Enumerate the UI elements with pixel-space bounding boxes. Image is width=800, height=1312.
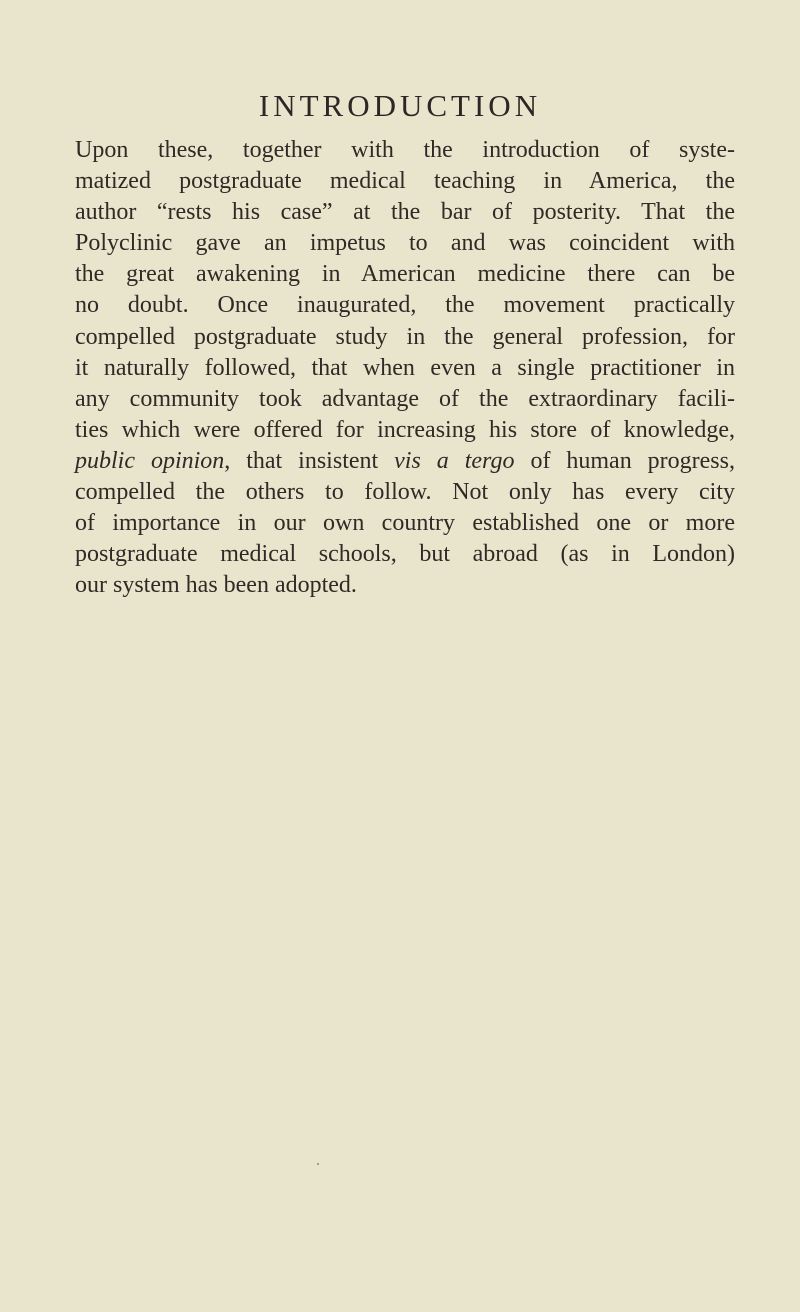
- paragraph-line: [75, 353, 735, 384]
- text-run: , that insistent: [224, 447, 395, 474]
- paragraph-line: [75, 539, 735, 570]
- paragraph-line: [75, 135, 735, 166]
- text-run: compelled the others to follow. Not only has every city: [75, 479, 735, 506]
- text-run: of human progress,: [514, 447, 735, 474]
- paragraph-line: [75, 322, 735, 353]
- text-run: any community took advantage of the extraordinary facili-: [75, 385, 735, 412]
- text-run: our system has been adopted.: [75, 572, 357, 599]
- text-run: author “rests his case” at the bar of posterity. That the: [75, 199, 735, 226]
- text-run: ties which were offered for increasing his store of knowledge,: [75, 416, 735, 443]
- paragraph-line: [75, 290, 735, 321]
- paragraph-line: [75, 508, 735, 539]
- paragraph-line: [75, 259, 735, 290]
- text-run: matized postgraduate medical teaching in America, the: [75, 168, 735, 195]
- paragraph-line: [75, 570, 735, 601]
- paragraph-line: [75, 197, 735, 228]
- paragraph-line: [75, 384, 735, 415]
- text-run: Upon these, together with the introduction of syste-: [75, 137, 735, 163]
- text-run: of importance in our own country established one or more: [75, 510, 735, 537]
- chapter-heading: INTRODUCTION: [258, 88, 542, 123]
- text-run: compelled postgraduate study in the general profession, for: [75, 323, 735, 350]
- paragraph-line: [75, 415, 735, 446]
- text-run: the great awakening in American medicine there can be: [75, 261, 735, 288]
- text-run: postgraduate medical schools, but abroad (as in London): [75, 541, 735, 568]
- italic-phrase: vis a tergo: [394, 447, 515, 474]
- paragraph-line: [75, 446, 735, 477]
- text-run: no doubt. Once inaugurated, the movement practically: [75, 292, 735, 319]
- text-run: it naturally followed, that when even a single practitioner in: [75, 354, 735, 381]
- paper-speck: [317, 1163, 319, 1165]
- text-run: Polyclinic gave an impetus to and was coincident with: [75, 230, 735, 257]
- paragraph-line: [75, 477, 735, 508]
- paragraph-line: [75, 228, 735, 259]
- introduction-paragraph: [75, 135, 735, 601]
- paragraph-line: [75, 166, 735, 197]
- italic-phrase: public opinion: [75, 447, 225, 474]
